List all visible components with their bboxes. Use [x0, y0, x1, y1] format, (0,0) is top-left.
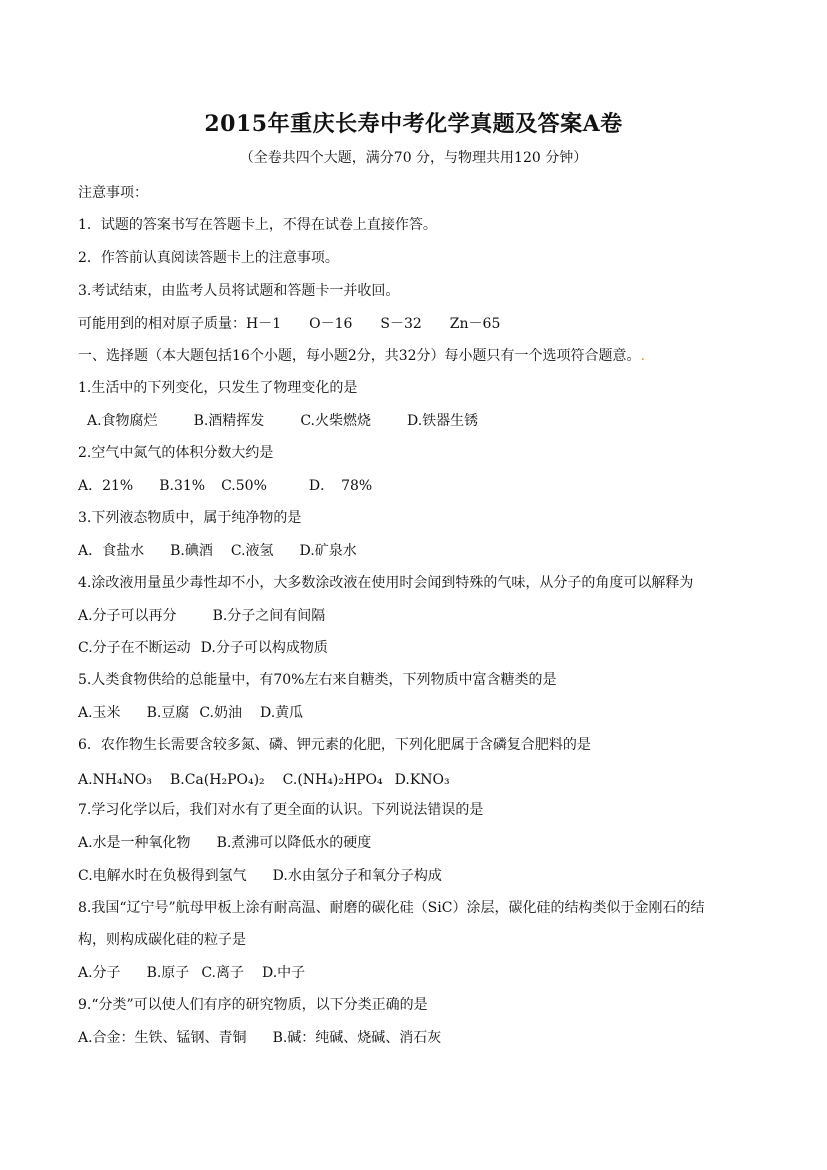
question-6-options [78, 770, 450, 790]
option-d: D.中子 [261, 965, 306, 981]
option-b: B.酒精挥发 [193, 413, 265, 429]
question-4-options-line-1 [78, 606, 325, 626]
question-3-stem: 3.下列液态物质中，属于纯净物的是 [78, 510, 302, 526]
question-7-stem: 7.学习化学以后，我们对水有了更全面的认识。下列说法错误的是 [78, 802, 484, 818]
option-b: B.碱：纯碱、烧碱、消石灰 [272, 1030, 442, 1046]
question-5-options [78, 703, 303, 723]
question-8-stem: 8.我国“辽宁号”航母甲板上涂有耐高温、耐磨的碳化硅（SiC）涂层，碳化硅的结构类似于金刚石的结 [78, 900, 705, 916]
option-b: B.煮沸可以降低水的硬度 [216, 835, 372, 851]
question-2-options [78, 476, 372, 496]
option-a: A.分子可以再分 [78, 608, 177, 624]
option-b: B.分子之间有间隔 [212, 608, 326, 624]
question-7-options-line-2 [78, 866, 442, 886]
option-b: B.原子 [146, 965, 190, 981]
question-5-stem: 5.人类食物供给的总能量中，有70%左右来自糖类，下列物质中富含糖类的是 [78, 672, 557, 688]
question-8-options [78, 963, 305, 983]
question-8-stem-cont: 构，则构成碳化硅的粒子是 [78, 932, 246, 948]
notice-item-2: 2．作答前认真阅读答题卡上的注意事项。 [78, 250, 339, 266]
option-c: C.奶油 [199, 705, 242, 721]
option-d: D． 78% [308, 478, 373, 494]
notice-item-1: 1．试题的答案书写在答题卡上，不得在试卷上直接作答。 [78, 217, 437, 233]
option-c: C.(NH₄)₂HPO₄ [282, 772, 383, 788]
option-d: D.铁器生锈 [406, 413, 479, 429]
option-b: B.豆腐 [146, 705, 190, 721]
option-c: C.50% [221, 478, 267, 494]
question-4-stem: 4.涂改液用量虽少毒性却不小，大多数涂改液在使用时会闻到特殊的气味，从分子的角度可以解释为 [78, 575, 694, 591]
section-heading-text: 一、选择题（本大题包括16个小题，每小题2分，共32分）每小题只有一个选项符合题意。 [78, 348, 641, 364]
option-a: A．食盐水 [78, 543, 145, 559]
option-c: C.火柴燃烧 [300, 413, 371, 429]
option-a: A．21% [78, 478, 134, 494]
section-heading [78, 346, 645, 366]
question-9-options [78, 1028, 441, 1048]
question-6-stem: 6．农作物生长需要含较多氮、磷、钾元素的化肥，下列化肥属于含磷复合肥料的是 [78, 737, 591, 753]
question-9-stem: 9.“分类”可以使人们有序的研究物质，以下分类正确的是 [78, 997, 428, 1013]
notice-heading: 注意事项： [78, 185, 148, 201]
option-a: A.食物腐烂 [87, 413, 158, 429]
option-b: B.31% [159, 478, 206, 494]
notice-item-3: 3.考试结束，由监考人员将试题和答题卡一并收回。 [78, 283, 400, 299]
question-1-options [87, 411, 478, 431]
option-c: C.分子在不断运动 [78, 640, 191, 656]
question-7-options-line-1 [78, 833, 371, 853]
option-a: A.玉米 [78, 705, 121, 721]
question-4-options-line-2 [78, 638, 328, 658]
question-3-options [78, 541, 357, 561]
atomic-mass-line: 可能用到的相对原子质量：H－1 O－16 S－32 Zn－65 [78, 316, 501, 332]
option-b: B.碘酒 [170, 543, 213, 559]
page-title: 2015年重庆长寿中考化学真题及答案A卷 [204, 111, 623, 137]
option-d: D.矿泉水 [299, 543, 357, 559]
page-subtitle: （全卷共四个大题，满分70 分，与物理共用120 分钟） [239, 150, 588, 166]
option-a: A.合金：生铁、锰钢、青铜 [78, 1030, 247, 1046]
option-d: D.水由氢分子和氧分子构成 [272, 868, 442, 884]
option-d: D.KNO₃ [394, 772, 450, 788]
option-a: A.水是一种氧化物 [78, 835, 191, 851]
option-a: A.分子 [78, 965, 121, 981]
option-b: B.Ca(H₂PO₄)₂ [169, 772, 265, 788]
option-c: C.电解水时在负极得到氢气 [78, 868, 247, 884]
option-c: C.液氢 [230, 543, 274, 559]
option-d: D.分子可以构成物质 [200, 640, 328, 656]
question-1-stem: 1.生活中的下列变化，只发生了物理变化的是 [78, 380, 358, 396]
option-d: D.黄瓜 [259, 705, 304, 721]
question-2-stem: 2.空气中氮气的体积分数大约是 [78, 445, 274, 461]
option-a: A.NH₄NO₃ [78, 772, 152, 788]
heading-dot: . [640, 348, 645, 364]
option-c: C.离子 [201, 965, 244, 981]
